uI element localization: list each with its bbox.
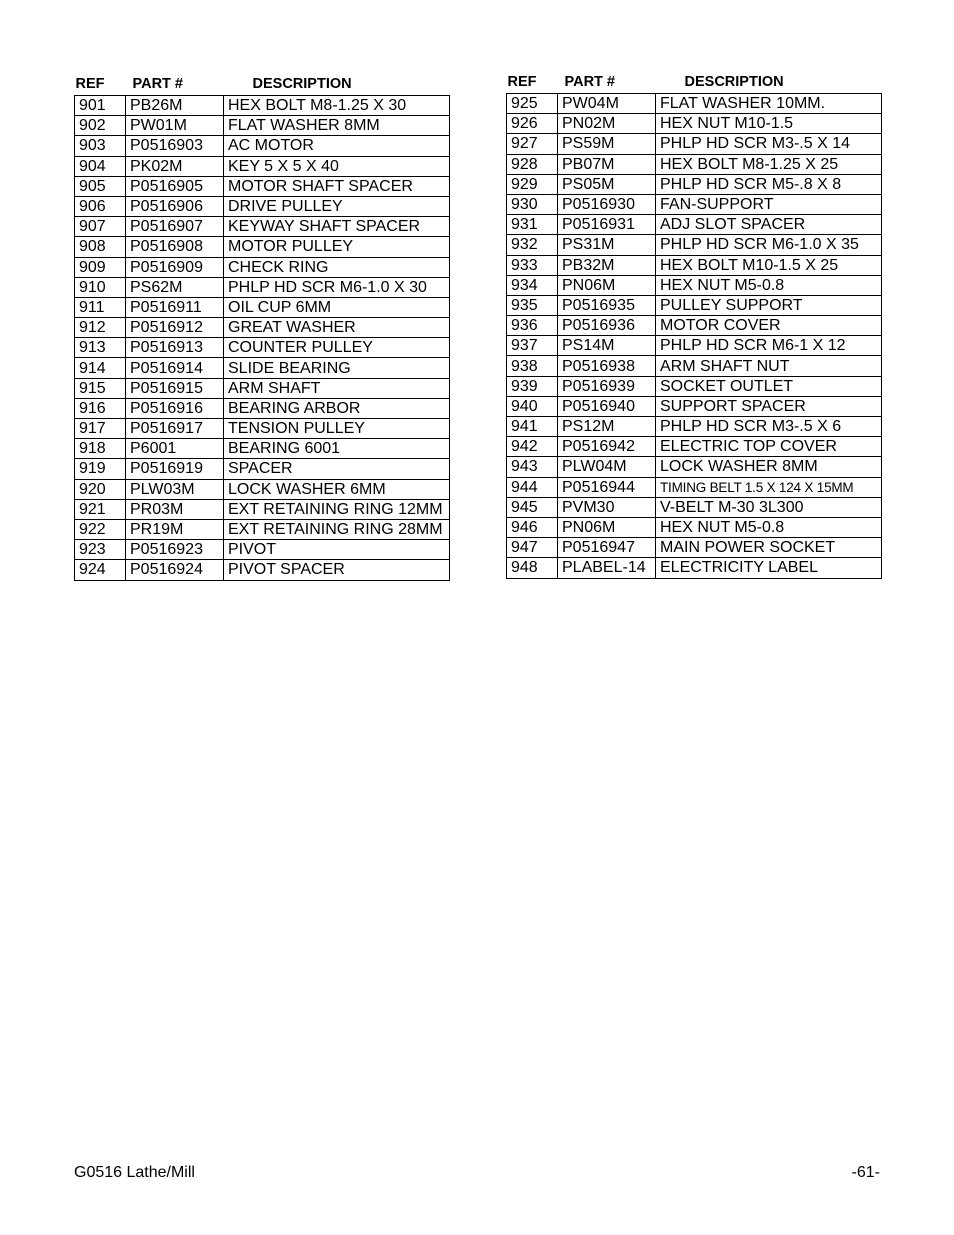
table-row xyxy=(507,558,882,578)
description-cell: PIVOT SPACER xyxy=(224,560,450,580)
part-number-cell: P0516944 xyxy=(558,477,656,497)
ref-cell: 922 xyxy=(75,519,126,539)
part-number-cell: PS31M xyxy=(558,235,656,255)
ref-cell: 919 xyxy=(75,459,126,479)
table-row xyxy=(75,156,450,176)
ref-cell: 930 xyxy=(507,194,558,214)
description-cell: SPACER xyxy=(224,459,450,479)
ref-cell: 909 xyxy=(75,257,126,277)
description-cell: KEY 5 X 5 X 40 xyxy=(224,156,450,176)
part-number-cell: PS59M xyxy=(558,134,656,154)
ref-cell: 933 xyxy=(507,255,558,275)
ref-cell: 926 xyxy=(507,114,558,134)
table-row xyxy=(75,398,450,418)
table-header-row xyxy=(75,72,450,96)
description-cell: HEX BOLT M8-1.25 X 25 xyxy=(656,154,882,174)
description-cell: OIL CUP 6MM xyxy=(224,297,450,317)
description-cell: LOCK WASHER 8MM xyxy=(656,457,882,477)
description-cell: HEX NUT M5-0.8 xyxy=(656,517,882,537)
ref-cell: 904 xyxy=(75,156,126,176)
ref-cell: 936 xyxy=(507,316,558,336)
description-cell: KEYWAY SHAFT SPACER xyxy=(224,217,450,237)
description-cell: DRIVE PULLEY xyxy=(224,196,450,216)
table-row xyxy=(75,217,450,237)
part-number-cell: P0516903 xyxy=(126,136,224,156)
ref-cell: 910 xyxy=(75,277,126,297)
table-row xyxy=(75,136,450,156)
part-number-cell: P0516924 xyxy=(126,560,224,580)
table-row xyxy=(507,538,882,558)
ref-cell: 928 xyxy=(507,154,558,174)
description-cell: EXT RETAINING RING 12MM xyxy=(224,499,450,519)
ref-header: REF xyxy=(75,75,105,92)
part-number-cell: PN02M xyxy=(558,114,656,134)
footer-title: G0516 Lathe/Mill xyxy=(74,1164,195,1181)
part-number-cell: PR03M xyxy=(126,499,224,519)
table-row xyxy=(507,114,882,134)
part-number-cell: PLABEL-14 xyxy=(558,558,656,578)
description-cell: PHLP HD SCR M6-1.0 X 35 xyxy=(656,235,882,255)
table-row xyxy=(75,116,450,136)
part-header: PART # xyxy=(564,73,615,90)
part-number-cell: PS14M xyxy=(558,336,656,356)
ref-cell: 929 xyxy=(507,174,558,194)
part-number-cell: P0516905 xyxy=(126,176,224,196)
table-row xyxy=(507,437,882,457)
description-cell: HEX NUT M5-0.8 xyxy=(656,275,882,295)
ref-cell: 924 xyxy=(75,560,126,580)
table-row xyxy=(507,396,882,416)
part-number-cell: P0516907 xyxy=(126,217,224,237)
part-number-cell: P0516935 xyxy=(558,295,656,315)
description-header: DESCRIPTION xyxy=(684,73,784,90)
ref-cell: 944 xyxy=(507,477,558,497)
part-number-cell: P0516908 xyxy=(126,237,224,257)
table-row xyxy=(507,477,882,497)
description-cell: BEARING 6001 xyxy=(224,439,450,459)
part-number-cell: P0516914 xyxy=(126,358,224,378)
table-row xyxy=(75,318,450,338)
description-header: DESCRIPTION xyxy=(252,75,352,92)
table-row xyxy=(507,174,882,194)
part-number-cell: P0516909 xyxy=(126,257,224,277)
table-row xyxy=(507,497,882,517)
description-cell: PHLP HD SCR M6-1 X 12 xyxy=(656,336,882,356)
table-row xyxy=(75,479,450,499)
description-cell: EXT RETAINING RING 28MM xyxy=(224,519,450,539)
description-cell: HEX BOLT M8-1.25 X 30 xyxy=(224,96,450,116)
description-cell: AC MOTOR xyxy=(224,136,450,156)
ref-cell: 920 xyxy=(75,479,126,499)
description-cell: ARM SHAFT xyxy=(224,378,450,398)
ref-cell: 921 xyxy=(75,499,126,519)
description-cell: GREAT WASHER xyxy=(224,318,450,338)
part-number-cell: PS12M xyxy=(558,417,656,437)
ref-cell: 948 xyxy=(507,558,558,578)
table-row xyxy=(507,215,882,235)
ref-cell: 940 xyxy=(507,396,558,416)
description-cell: FLAT WASHER 10MM. xyxy=(656,94,882,114)
ref-cell: 913 xyxy=(75,338,126,358)
description-cell: SOCKET OUTLET xyxy=(656,376,882,396)
table-row xyxy=(507,356,882,376)
table-row xyxy=(75,358,450,378)
table-row xyxy=(507,94,882,114)
description-cell: ELECTRICITY LABEL xyxy=(656,558,882,578)
description-cell: SUPPORT SPACER xyxy=(656,396,882,416)
description-cell: MOTOR PULLEY xyxy=(224,237,450,257)
ref-cell: 942 xyxy=(507,437,558,457)
table-row xyxy=(507,154,882,174)
ref-cell: 905 xyxy=(75,176,126,196)
description-cell: HEX NUT M10-1.5 xyxy=(656,114,882,134)
ref-cell: 908 xyxy=(75,237,126,257)
ref-cell: 935 xyxy=(507,295,558,315)
description-cell: LOCK WASHER 6MM xyxy=(224,479,450,499)
ref-cell: 915 xyxy=(75,378,126,398)
description-cell: PHLP HD SCR M3-.5 X 14 xyxy=(656,134,882,154)
part-number-cell: PN06M xyxy=(558,275,656,295)
part-number-cell: PVM30 xyxy=(558,497,656,517)
ref-cell: 917 xyxy=(75,419,126,439)
part-number-cell: P0516923 xyxy=(126,540,224,560)
table-row xyxy=(75,277,450,297)
description-cell: CHECK RING xyxy=(224,257,450,277)
part-number-cell: P0516917 xyxy=(126,419,224,439)
part-number-cell: P0516911 xyxy=(126,297,224,317)
description-cell: PIVOT xyxy=(224,540,450,560)
table-row xyxy=(75,176,450,196)
part-number-cell: PS05M xyxy=(558,174,656,194)
ref-cell: 907 xyxy=(75,217,126,237)
table-row xyxy=(75,338,450,358)
description-cell: ELECTRIC TOP COVER xyxy=(656,437,882,457)
ref-cell: 941 xyxy=(507,417,558,437)
part-number-cell: PLW03M xyxy=(126,479,224,499)
table-row xyxy=(507,517,882,537)
part-number-cell: P0516919 xyxy=(126,459,224,479)
ref-cell: 914 xyxy=(75,358,126,378)
table-row xyxy=(507,275,882,295)
ref-cell: 903 xyxy=(75,136,126,156)
description-cell: HEX BOLT M10-1.5 X 25 xyxy=(656,255,882,275)
table-row xyxy=(75,96,450,116)
part-number-cell: P0516915 xyxy=(126,378,224,398)
description-cell: TENSION PULLEY xyxy=(224,419,450,439)
part-number-cell: P0516906 xyxy=(126,196,224,216)
ref-cell: 918 xyxy=(75,439,126,459)
ref-cell: 934 xyxy=(507,275,558,295)
ref-cell: 927 xyxy=(507,134,558,154)
description-cell: FLAT WASHER 8MM xyxy=(224,116,450,136)
part-number-cell: PR19M xyxy=(126,519,224,539)
part-number-cell: P0516931 xyxy=(558,215,656,235)
ref-cell: 947 xyxy=(507,538,558,558)
part-number-cell: P0516942 xyxy=(558,437,656,457)
description-cell: MOTOR SHAFT SPACER xyxy=(224,176,450,196)
part-number-cell: P0516938 xyxy=(558,356,656,376)
description-cell: TIMING BELT 1.5 X 124 X 15MM xyxy=(656,477,882,497)
ref-cell: 931 xyxy=(507,215,558,235)
table-row xyxy=(507,336,882,356)
table-row xyxy=(75,196,450,216)
description-cell: ADJ SLOT SPACER xyxy=(656,215,882,235)
part-number-cell: P6001 xyxy=(126,439,224,459)
table-header-row xyxy=(507,70,882,94)
ref-cell: 912 xyxy=(75,318,126,338)
part-number-cell: P0516930 xyxy=(558,194,656,214)
part-number-cell: PS62M xyxy=(126,277,224,297)
part-number-cell: PW04M xyxy=(558,94,656,114)
table-row xyxy=(507,316,882,336)
ref-cell: 932 xyxy=(507,235,558,255)
table-row xyxy=(75,499,450,519)
ref-cell: 945 xyxy=(507,497,558,517)
ref-cell: 916 xyxy=(75,398,126,418)
table-row xyxy=(75,439,450,459)
table-row xyxy=(507,417,882,437)
ref-cell: 938 xyxy=(507,356,558,376)
description-cell: PHLP HD SCR M5-.8 X 8 xyxy=(656,174,882,194)
part-number-cell: P0516940 xyxy=(558,396,656,416)
table-row xyxy=(507,134,882,154)
parts-table-right xyxy=(506,70,882,579)
part-number-cell: PLW04M xyxy=(558,457,656,477)
description-cell: PHLP HD SCR M6-1.0 X 30 xyxy=(224,277,450,297)
ref-cell: 925 xyxy=(507,94,558,114)
ref-cell: 902 xyxy=(75,116,126,136)
part-header: PART # xyxy=(132,75,183,92)
ref-cell: 946 xyxy=(507,517,558,537)
ref-cell: 901 xyxy=(75,96,126,116)
part-number-cell: PW01M xyxy=(126,116,224,136)
part-number-cell: P0516912 xyxy=(126,318,224,338)
table-row xyxy=(75,378,450,398)
description-cell: PHLP HD SCR M3-.5 X 6 xyxy=(656,417,882,437)
table-row xyxy=(75,237,450,257)
ref-header: REF xyxy=(507,73,537,90)
table-row xyxy=(75,419,450,439)
page-number: -61- xyxy=(851,1164,880,1181)
table-row xyxy=(507,295,882,315)
description-cell: COUNTER PULLEY xyxy=(224,338,450,358)
parts-table-left xyxy=(74,72,450,581)
ref-cell: 937 xyxy=(507,336,558,356)
table-row xyxy=(75,519,450,539)
part-number-cell: PB26M xyxy=(126,96,224,116)
description-cell: V-BELT M-30 3L300 xyxy=(656,497,882,517)
part-number-cell: P0516936 xyxy=(558,316,656,336)
description-cell: FAN-SUPPORT xyxy=(656,194,882,214)
table-row xyxy=(507,457,882,477)
part-number-cell: PB32M xyxy=(558,255,656,275)
table-row xyxy=(75,459,450,479)
part-number-cell: P0516939 xyxy=(558,376,656,396)
table-row xyxy=(75,560,450,580)
ref-cell: 911 xyxy=(75,297,126,317)
ref-cell: 939 xyxy=(507,376,558,396)
description-cell: MAIN POWER SOCKET xyxy=(656,538,882,558)
part-number-cell: P0516916 xyxy=(126,398,224,418)
description-cell: BEARING ARBOR xyxy=(224,398,450,418)
description-cell: SLIDE BEARING xyxy=(224,358,450,378)
part-number-cell: PN06M xyxy=(558,517,656,537)
description-cell: PULLEY SUPPORT xyxy=(656,295,882,315)
description-cell: MOTOR COVER xyxy=(656,316,882,336)
table-row xyxy=(507,194,882,214)
part-number-cell: P0516913 xyxy=(126,338,224,358)
description-cell: ARM SHAFT NUT xyxy=(656,356,882,376)
table-row xyxy=(75,297,450,317)
table-row xyxy=(507,376,882,396)
part-number-cell: P0516947 xyxy=(558,538,656,558)
part-number-cell: PB07M xyxy=(558,154,656,174)
part-number-cell: PK02M xyxy=(126,156,224,176)
table-row xyxy=(507,235,882,255)
ref-cell: 943 xyxy=(507,457,558,477)
table-row xyxy=(75,257,450,277)
ref-cell: 923 xyxy=(75,540,126,560)
table-row xyxy=(507,255,882,275)
ref-cell: 906 xyxy=(75,196,126,216)
table-row xyxy=(75,540,450,560)
